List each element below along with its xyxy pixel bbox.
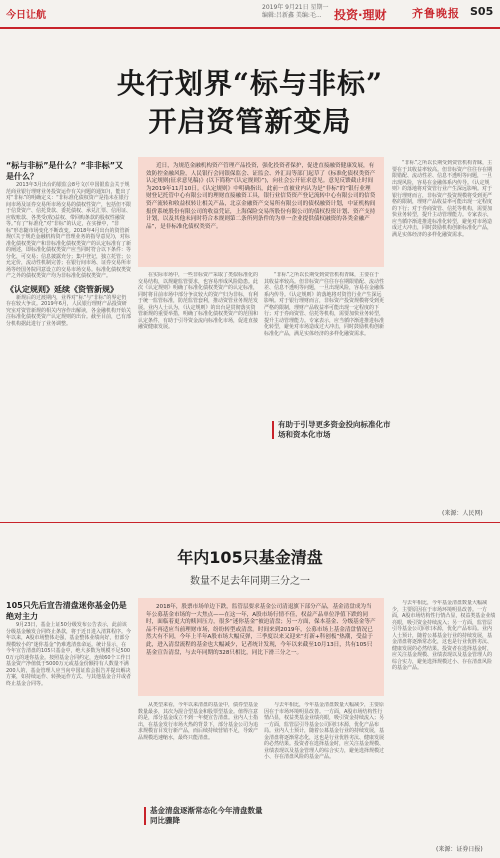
masthead-meta bbox=[262, 4, 332, 20]
article1-left-body-2: 新规后的过渡期内，业界对“标”与“非标”的界定仍存在较大争议。2019年6月，人民银行理财产品投资研究室对资管新规的相关内容作出解读，各金融机构开始关注标准化债权类资产认定规则的出台。截至目前，已有部分机构据此进行了业务调整。 bbox=[6, 294, 131, 327]
masthead-rule bbox=[0, 27, 500, 29]
article2-right-column bbox=[392, 600, 496, 840]
article2-pull-quote-text: 基金清盘逐渐常态化今年清盘数量同比骤降 bbox=[150, 806, 263, 825]
article2-subhead-1: 105只先后宣告清盘迷你基金仍是绝对主力 bbox=[6, 601, 127, 621]
paper-logo: 齐鲁晚报 bbox=[412, 7, 460, 20]
masthead-category: 投资·理财 bbox=[334, 8, 387, 22]
article1-source: (来源：人民网) bbox=[442, 510, 483, 517]
article2-mid-body: 从类型来看，今年以来清盘的基金中，债券型基金数量最多，其次为混合型基金和股票型基金。值得注意的是，部分基金成立不到一年便宣告清盘。业内人士指出，在基金发行市场火热的背景下，部分基金公司为追求规模盲目发行新产品，而后续持续营销不足，导致产品规模迅速缩水，最终只能清盘。 bbox=[138, 702, 258, 741]
masthead-date: 2019年 9月21日 星期一 bbox=[262, 4, 329, 11]
article1-lead-box bbox=[138, 157, 384, 267]
article1-pull-quote-text: 有助于引导更多资金投向标准化市场和资本化市场 bbox=[278, 420, 391, 439]
page-number: S05 bbox=[470, 5, 494, 18]
article-divider bbox=[0, 522, 500, 523]
article1-mid-body: 在实际市场中，一些非标资产采取了类似标准化的交易结构，以规避监管要求，也容易形成风险隐患。此次《认定规则》明确了标准化债权类资产的认定标准，同时将目前市场中部分争议较大的资产归为非标，有利于统一监管标准，防范监管套利，推动资管业务规范发展。业内人士认为，《认定规则》的出台是贯彻落实资管新规的重要举措，明确了标准化债权类资产的范围和认定条件，有助于引导资金流向标准化市场，促进直接融资健康发展。 bbox=[138, 272, 258, 330]
article2-left-column bbox=[6, 600, 131, 852]
article2-subheadline: 数量不足去年同期三分之一 bbox=[190, 576, 310, 587]
article1-subhead-2: 《认定规则》延续《资管新规》 bbox=[6, 284, 118, 294]
article1-headline-line1: 央行划界“标与非标” bbox=[116, 67, 384, 100]
article1-mid2-body: “非标”之所以长期受到资管机构青睐，主要在于其收益率较高。但非标资产往往存在期限错配、流动性差、信息不透明等问题，一旦出现风险，容易在金融体系内传导。《认定规则》的落地将对资管行业产生深远影响。对于银行理财而言，非标资产投资规模将受到更严格的限制，理财产品收益率可能出现一定程度的下行；对于券商资管、信托等机构，需要加快业务转型，提升主动管理能力。专家表示，应当循序渐进推进标准化转型，避免对市场造成过大冲击，同时鼓励机构创新标准化产品，满足实体经济的多样化融资需求。 bbox=[264, 272, 384, 337]
article2-lead-text: 2018年，股票市场单边下跌，监管层要求基金公司清退旗下部分产品，基金清盘成为当年公募基金市场的一大焦点——在这一年，A股市场行情不佳，权益产品单位净值下跌的同时，面临着更大的赎回压力，很多“迷你基金”被迫清盘；另一方面，保本基金、分级基金等产品不再适应当前理财市场，纷纷转型或清盘。时间来到2019年，公募市场上基金清盘情况已然大有不同，今年上半年A股市场大幅反弹，三季度以来又迎来“打新+科创板”热潮，受益于此，进入清盘流程的基金也大幅减少，记者统计发现，今年以来截至10月13日，共有105只基金宣告清盘，与去年同期的328只相比，同比下滑三分之一。 bbox=[146, 604, 376, 656]
article1-right-column bbox=[392, 160, 496, 505]
section-label: 今日让航 bbox=[6, 10, 46, 21]
pull-quote-bar bbox=[272, 421, 274, 439]
article1-headline-line2: 开启资管新变局 bbox=[148, 105, 352, 138]
article1-lead-text: 近日，为规范金融机构资产管理产品投资，强化投资者保护，促进直接融资健康发展，有效防控金融风险，人民银行会同银保监会、证监会、外汇局等部门起草了《标准化债权类资产认定规则(征求意见稿)》(以下简称“《认定规则》”)，向社会公开征求意见。意见反馈截止时间为2019年11月10日。《认定规则》中明确指出，此前一直被业内认为是“非标”的“银行业理财登记托管中心有限公司的理财直接融资工具，银行业信贷资产登记流转中心有限公司的信贷资产流转和收益权转让相关产品，北京金融资产交易所有限公司的债权融资计划，中证机构间报价系统股份有限公司的收益凭证，上海保险交易所股份有限公司的债权投资计划、资产支持计划，以及其他未同时符合本规则第二条所列条件的为单一企业提供债权融资的各类金融产品”，是非标准化债权类资产。 bbox=[146, 163, 376, 230]
article1-left-body: 2013年3月出台的银监会8号文(《中国银监会关于规范商业银行理财业务投资运作有关问题的通知》)，能出了对“非标”的明确定义：“非标准化债权资产是指未在银行间市场及证券交易所市场交易的债权性资产，包括但不限于信贷资产、信托贷款、委托债权、承兑汇票、信用证、应收账款、各类受(收)益权、带回购条款的股权性融资等。”有了“标准化”对“非标”的认定，在实操中，“非标”形态随市场变化不断改变。2018年4月出台的资管新规(《关于规范金融机构资产管理业务的指导意见》)，对标准化债权类资产和非标准化债权类资产的认定标准有了新的阐述，即标准化债权类资产应当同时符合以下条件：等分化，可交易；信息披露充分；集中登记，独立托管；公允定价，流动性机制完善；在银行间市场、证券交易所市场等经国务院同意设立的交易市场交易。标准化债权类资产之外的债权类资产均为非标准化债权类资产。 bbox=[6, 182, 131, 279]
masthead-editors: 编辑:吕新鑫 美编:毛... bbox=[262, 12, 322, 19]
article2-mid-column bbox=[138, 702, 258, 802]
article1-right-body: “非标”之所以长期受到资管机构青睐，主要在于其收益率较高。但非标资产往往存在期限错配、流动性差、信息不透明等问题，一旦出现风险，容易在金融体系内传导。《认定规则》的落地将对资管行业产生深远影响。对于银行理财而言，非标资产投资规模将受到更严格的限制，理财产品收益率可能出现一定程度的下行；对于券商资管、信托等机构，需要加快业务转型，提升主动管理能力。专家表示，应当循序渐进推进标准化转型，避免对市场造成过大冲击，同时鼓励机构创新标准化产品，满足实体经济的多样化融资需求。 bbox=[392, 160, 493, 238]
article1-subhead-1: “标与非标”是什么？“非非标”又是什么？ bbox=[6, 161, 124, 181]
masthead bbox=[0, 0, 500, 27]
article2-lead-box bbox=[138, 598, 384, 696]
article1-left-column bbox=[6, 160, 131, 515]
article2-left-body: 9月23日，基金上证50分级发布公告表示，此前该分级基金触发合同终止条款，将于近日进入清算程序。今年以来，A股市场整体走强，基金整体业绩向好，但部分规模较小的“迷你基金”仍难逃清盘命运。统计显示，在今年宣告清盘的105只基金中，绝大多数为规模不足5000万元的迷你基金。按照基金合同约定，连续60个工作日基金资产净值低于5000万元或基金份额持有人数量不满200人的，基金管理人应当向中国证监会报告并提出解决方案，如持续运作、转换运作方式、与其他基金合并或者终止基金合同等。 bbox=[6, 622, 131, 687]
article2-pull-quote bbox=[150, 806, 265, 826]
article1-pull-quote bbox=[278, 420, 393, 460]
pull-quote-bar-2 bbox=[144, 807, 146, 825]
article1-mid2-column bbox=[264, 272, 384, 412]
article2-mid2-body: 与去年相比，今年基金清盘数量大幅减少，主要原因在于市场环境明显改善。一方面，A股市场结构性行情凸显，权益类基金业绩亮眼，吸引资金持续流入；另一方面，监管层引导基金公司回归本源，优化产品布局。业内人士预计，随着公募基金行业的持续发展，基金清盘将逐渐常态化，这也是行业优胜劣汰、健康发展的必然结果。投资者在选择基金时，应关注基金规模、业绩表现以及基金管理人的综合实力，避免选择规模过小、存在清盘风险的基金产品。 bbox=[264, 702, 384, 760]
article2-mid2-column bbox=[264, 702, 384, 852]
article1-mid-column bbox=[138, 272, 258, 515]
article2-right-body: 与去年相比，今年基金清盘数量大幅减少，主要原因在于市场环境明显改善。一方面，A股市场结构性行情凸显，权益类基金业绩亮眼，吸引资金持续流入；另一方面，监管层引导基金公司回归本源，优化产品布局。业内人士预计，随着公募基金行业的持续发展，基金清盘将逐渐常态化，这也是行业优胜劣汰、健康发展的必然结果。投资者在选择基金时，应关注基金规模、业绩表现以及基金管理人的综合实力，避免选择规模过小、存在清盘风险的基金产品。 bbox=[392, 600, 496, 671]
article2-headline: 年内105只基金清盘 bbox=[177, 548, 323, 567]
article2-source: (来源：证券日报) bbox=[436, 846, 483, 853]
